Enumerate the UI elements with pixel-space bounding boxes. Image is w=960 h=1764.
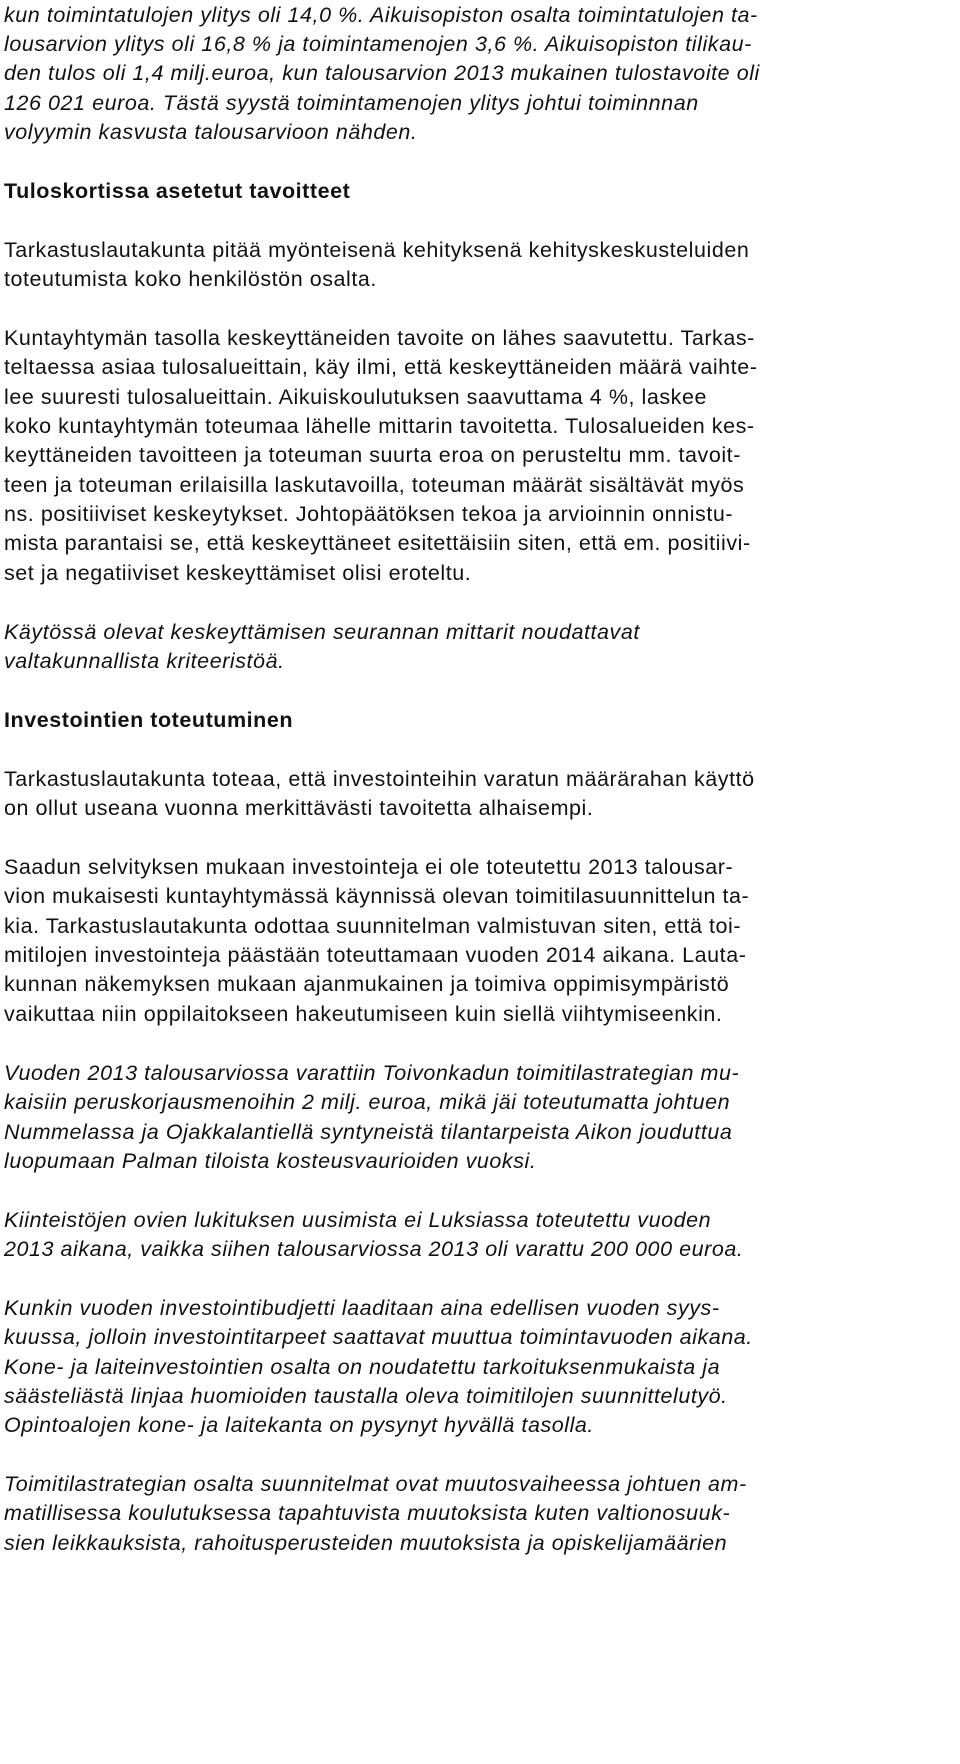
intro-line: lousarvion ylitys oli 16,8 % ja toimintamenojen 3,6 %. Aikuisopiston tilikau- [4,32,752,56]
italic-note-line: Nummelassa ja Ojakkalantiellä syntyneistä tilantarpeista Aikon jouduttua [4,1120,733,1144]
intro-line: volyymin kasvusta talousarvioon nähden. [4,120,418,144]
italic-note-line: säästeliästä linjaa huomioiden taustalla oleva toimitilojen suunnittelutyö. [4,1384,728,1408]
italic-note-line: Toimitilastrategian osalta suunnitelmat ovat muutosvaiheessa johtuen am- [4,1472,747,1496]
italic-note-line: Vuoden 2013 talousarviossa varattiin Toivonkadun toimitilastrategian mu- [4,1061,740,1085]
italic-note-line: matillisessa koulutuksessa tapahtuvista muutoksista kuten valtionosuuk- [4,1501,731,1525]
italic-note-line: Opintoalojen kone- ja laitekanta on pysynyt hyvällä tasolla. [4,1413,594,1437]
intro-line: den tulos oli 1,4 milj.euroa, kun talousarvion 2013 mukainen tulostavoite oli [4,61,760,85]
paragraph-line: koko kuntayhtymän toteumaa lähelle mittarin tavoitetta. Tulosalueiden kes- [4,414,755,438]
paragraph-line: on ollut useana vuonna merkittävästi tavoitetta alhaisempi. [4,796,594,820]
paragraph-line: Tarkastuslautakunta pitää myönteisenä kehityksenä kehityskeskusteluiden [4,238,750,262]
intro-line: 126 021 euroa. Tästä syystä toimintamenojen ylitys johtui toiminnnan [4,91,699,115]
paragraph-line: set ja negatiiviset keskeyttämiset olisi eroteltu. [4,561,472,585]
italic-note-line: sien leikkauksista, rahoitusperusteiden muutoksista ja opiskelijamäärien [4,1531,728,1555]
paragraph-line: keyttäneiden tavoitteen ja toteuman suurta eroa on perusteltu mm. tavoit- [4,443,741,467]
italic-note-line: 2013 aikana, vaikka siihen talousarviossa 2013 oli varattu 200 000 euroa. [4,1237,744,1261]
paragraph-line: lee suuresti tulosalueittain. Aikuiskoulutuksen saavuttama 4 %, laskee [4,385,707,409]
paragraph-line: Kuntayhtymän tasolla keskeyttäneiden tavoite on lähes saavutettu. Tarkas- [4,326,755,350]
paragraph-line: teltaessa asiaa tulosalueittain, käy ilmi, että keskeyttäneiden määrä vaihte- [4,355,758,379]
paragraph-line: mista parantaisi se, että keskeyttäneet esitettäisiin siten, että em. positiivi- [4,531,751,555]
italic-note-line: Kiinteistöjen ovien lukituksen uusimista ei Luksiassa toteutettu vuoden [4,1208,712,1232]
paragraph-line: kunnan näkemyksen mukaan ajanmukainen ja toimiva oppimisympäristö [4,972,730,996]
paragraph-line: vion mukaisesti kuntayhtymässä käynnissä olevan toimitilasuunnittelun ta- [4,884,750,908]
italic-note-line: kuussa, jolloin investointitarpeet saattavat muuttua toimintavuoden aikana. [4,1325,753,1349]
paragraph-line: toteutumista koko henkilöstön osalta. [4,267,377,291]
italic-note-line: Kone- ja laiteinvestointien osalta on noudatettu tarkoituksenmukaista ja [4,1355,721,1379]
paragraph-line: ns. positiiviset keskeytykset. Johtopäätöksen tekoa ja arvioinnin onnistu- [4,502,734,526]
italic-note-line: Kunkin vuoden investointibudjetti laaditaan aina edellisen vuoden syys- [4,1296,720,1320]
intro-line: kun toimintatulojen ylitys oli 14,0 %. Aikuisopiston osalta toimintatulojen ta- [4,3,758,27]
italic-note-line: luopumaan Palman tiloista kosteusvaurioiden vuoksi. [4,1149,537,1173]
paragraph-line: mitilojen investointeja päästään toteuttamaan vuoden 2014 aikana. Lauta- [4,943,747,967]
section-heading-investoinnit: Investointien toteutuminen [4,708,294,732]
italic-note-line: Käytössä olevat keskeyttämisen seurannan mittarit noudattavat [4,620,640,644]
paragraph-line: kia. Tarkastuslautakunta odottaa suunnitelman valmistuvan siten, että toi- [4,914,742,938]
paragraph-line: Saadun selvityksen mukaan investointeja ei ole toteutettu 2013 talousar- [4,855,734,879]
italic-note-line: kaisiin peruskorjausmenoihin 2 milj. euroa, mikä jäi toteutumatta johtuen [4,1090,731,1114]
section-heading-tuloskortti: Tuloskortissa asetetut tavoitteet [4,179,351,203]
paragraph-line: vaikuttaa niin oppilaitokseen hakeutumiseen kuin siellä viihtymiseenkin. [4,1002,723,1026]
paragraph-line: Tarkastuslautakunta toteaa, että investointeihin varatun määrärahan käyttö [4,767,755,791]
italic-note-line: valtakunnallista kriteeristöä. [4,649,285,673]
paragraph-line: teen ja toteuman erilaisilla laskutavoilla, toteuman määrät sisältävät myös [4,473,745,497]
